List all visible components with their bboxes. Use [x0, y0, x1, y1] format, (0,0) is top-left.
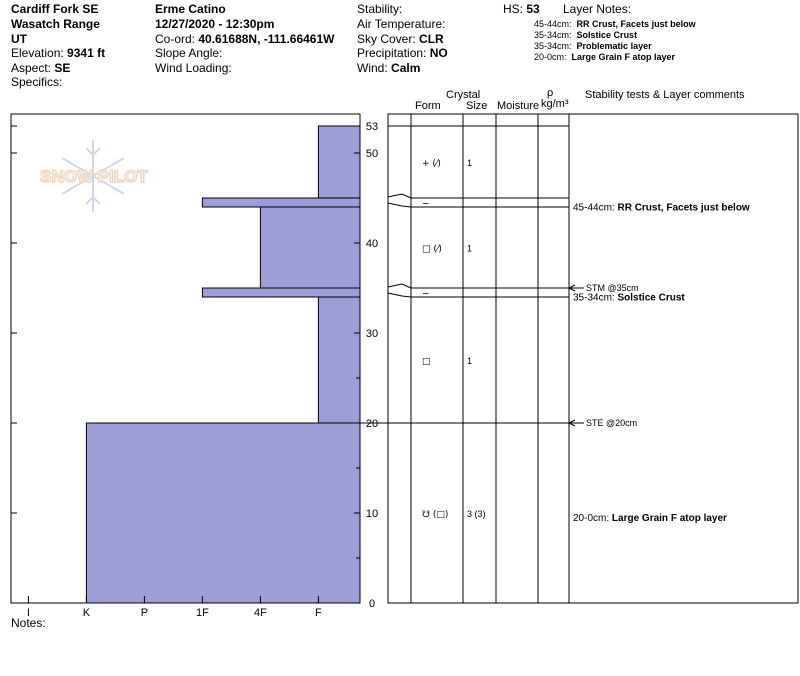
y-tick-label: 0 [368, 598, 376, 610]
crystal-size: 3 (3) [467, 509, 486, 519]
precipitation-label: Precipitation: [357, 46, 427, 60]
snow-height-label: HS: [503, 2, 524, 16]
sky-cover-label: Sky Cover: [357, 32, 416, 46]
elevation-value: 9341 ft [67, 46, 106, 60]
air-temperature-label: Air Temperature: [357, 17, 446, 31]
layer-comment-text: RR Crust, Facets just below [617, 202, 750, 214]
layer-note: 35-34cm: Problematic layer [534, 41, 652, 51]
crystal-header: Crystal [446, 89, 481, 101]
layer-comment-range: 20-0cm: [573, 513, 612, 524]
size-header: Size [466, 100, 488, 112]
notes-label: Notes: [11, 616, 46, 630]
stability-label: Stability: [357, 2, 403, 16]
specifics-label: Specifics: [11, 75, 63, 89]
layer-note: 45-44cm: RR Crust, Facets just below [534, 19, 696, 29]
x-tick-label: I [26, 607, 30, 619]
layer-comment [573, 203, 750, 214]
y-tick-label: 50 [365, 148, 379, 160]
layer-connector [388, 203, 411, 207]
crystal-form: − [422, 199, 430, 210]
layer-connector [388, 194, 411, 198]
aspect-value: SE [54, 61, 71, 75]
density-unit: kg/m³ [541, 98, 569, 110]
stability-test: STE @20cm [586, 418, 638, 428]
layer-comment-text: Large Grain F atop layer [611, 513, 727, 524]
snowpilot-watermark [40, 140, 148, 212]
crystal-form: □ (⁄) [422, 244, 442, 255]
hardness-bar [318, 297, 360, 423]
stability-test: STM @35cm [586, 283, 639, 293]
hardness-bar [202, 198, 360, 207]
layer-note: 35-34cm: Solstice Crust [534, 30, 638, 40]
crystal-form: □ [422, 357, 431, 367]
hardness-bar [202, 288, 360, 297]
y-tick-label: 20 [365, 418, 379, 430]
y-tick-label: 53 [365, 121, 379, 133]
table-frame [388, 114, 798, 603]
layer-comment [573, 293, 685, 304]
x-tick-label: K [82, 607, 91, 619]
moisture-header: Moisture [497, 100, 540, 112]
crystal-size: 1 [467, 243, 473, 254]
comments-header: Stability tests & Layer comments [585, 89, 745, 101]
wind-value: Calm [391, 61, 421, 75]
x-tick-label: F [315, 607, 322, 619]
layer-comment-range: 35-34cm: [573, 292, 618, 304]
layer-notes-title: Layer Notes: [563, 2, 632, 16]
sky-cover-value: CLR [419, 32, 444, 46]
layer-comment-range: 45-44cm: [573, 202, 618, 214]
y-tick-label: 30 [365, 328, 379, 340]
elevation-label: Elevation: [11, 46, 64, 60]
watermark-text: SNOW PILOT [40, 167, 148, 186]
form-header: Form [415, 100, 441, 112]
layer-connector [388, 293, 411, 297]
crystal-size: 1 [467, 158, 473, 168]
crystal-form: ☋ (□) [422, 510, 449, 520]
x-tick-label: 4F [253, 607, 267, 619]
layer-comment-text: Solstice Crust [617, 292, 685, 304]
layer-connector [388, 284, 411, 288]
crystal-form: − [422, 289, 430, 300]
slope-angle-label: Slope Angle: [155, 46, 223, 60]
wind-label: Wind: [357, 61, 388, 75]
layer-note: 20-0cm: Large Grain F atop layer [534, 52, 676, 62]
layer-comment [573, 513, 727, 524]
wind-loading-label: Wind Loading: [155, 61, 232, 75]
x-tick-label: P [140, 607, 149, 619]
y-tick-label: 40 [365, 238, 379, 250]
coordinates-value: 40.61688N, -111.66461W [198, 32, 335, 46]
observation-datetime: 12/27/2020 - 12:30pm [155, 17, 275, 31]
state: UT [11, 32, 27, 46]
hardness-bar [318, 126, 360, 198]
precipitation-value: NO [429, 46, 448, 60]
y-tick-label: 10 [365, 508, 379, 520]
crystal-size: 1 [467, 356, 473, 366]
hardness-bar [86, 423, 360, 603]
x-tick-label: 1F [195, 607, 209, 619]
aspect-label: Aspect: [11, 61, 52, 75]
mountain-range: Wasatch Range [11, 17, 100, 31]
snow-height-value: 53 [526, 2, 540, 16]
location-name: Cardiff Fork SE [11, 2, 99, 16]
observer-name: Erme Catino [155, 2, 226, 16]
density-symbol: ρ [547, 87, 554, 99]
hardness-bar [260, 207, 360, 288]
coordinates-label: Co-ord: [155, 32, 196, 46]
crystal-form: + (⁄) [422, 159, 441, 169]
